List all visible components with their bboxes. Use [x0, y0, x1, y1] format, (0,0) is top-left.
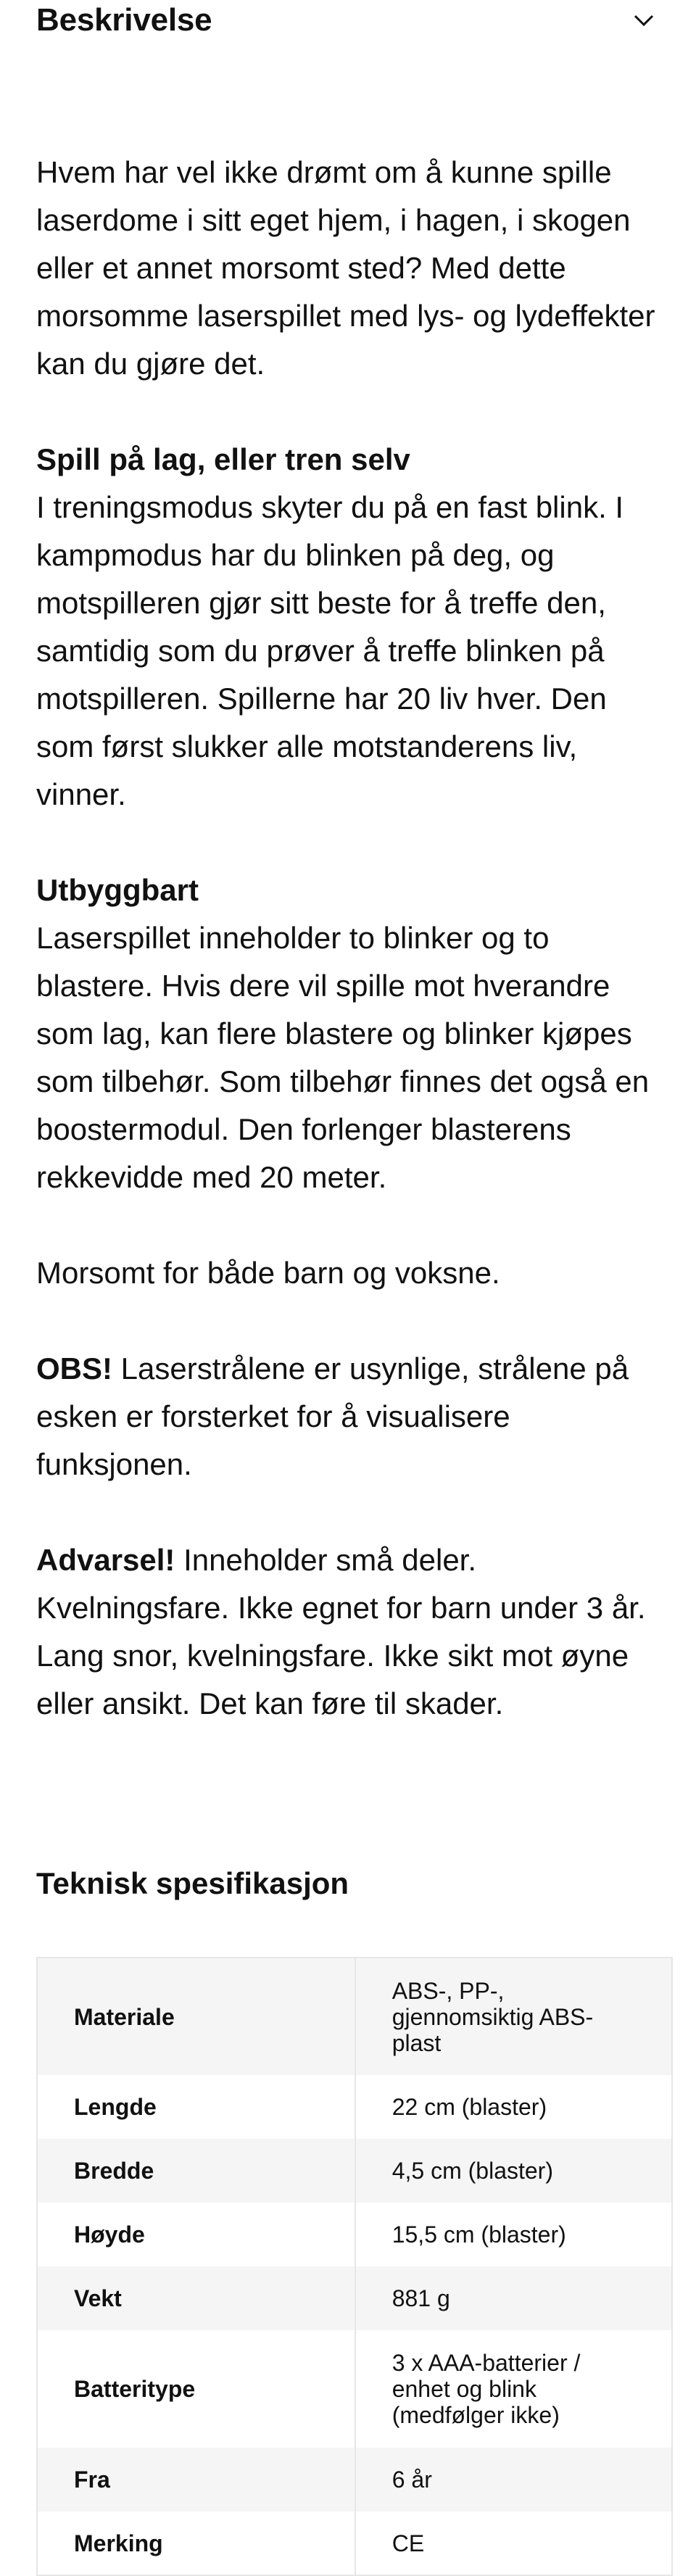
table-row — [37, 1958, 672, 2075]
description-fun-text: Morsomt for både barn og voksne. — [36, 1256, 500, 1290]
spec-key: Vekt — [37, 2266, 355, 2330]
description-intro: Hvem har vel ikke drømt om å kunne spille laserdome i sitt eget hjem, i hagen, i skogen eller et annet morsomt sted? Med dette morsomme laserspillet med lys- og lydeffekter kan du gjøre det. — [36, 155, 655, 381]
table-row — [37, 2448, 672, 2511]
table-row — [37, 2266, 672, 2330]
spec-key: Fra — [37, 2448, 355, 2511]
spec-key: Merking — [37, 2511, 355, 2575]
spec-value: 6 år — [392, 2467, 432, 2493]
spec-value: ABS-, PP-, gjennomsiktig ABS-plast — [392, 1977, 594, 2056]
table-row — [37, 2203, 672, 2266]
description-section-training — [36, 436, 667, 819]
obs-label: OBS! — [36, 1351, 112, 1386]
section-heading: Utbyggbart — [36, 873, 199, 907]
spec-value: CE — [392, 2530, 425, 2556]
chevron-down-icon[interactable] — [631, 7, 657, 33]
spec-key: Materiale — [37, 1958, 355, 2075]
table-row — [37, 2330, 672, 2448]
table-row — [37, 2511, 672, 2575]
warning-text: Inneholder små deler. Kvelningsfare. Ikke egnet for barn under 3 år. Lang snor, kvelningsfare. Ikke sikt mot øyne eller ansikt. Det kan føre til skader. — [36, 1543, 646, 1720]
description-warning — [36, 1536, 667, 1728]
spec-value: 22 cm (blaster) — [392, 2094, 547, 2120]
description-obs — [36, 1345, 667, 1488]
spec-value: 4,5 cm (blaster) — [392, 2158, 553, 2184]
spec-key: Batteritype — [37, 2330, 355, 2448]
description-accordion-header[interactable] — [36, 0, 660, 41]
spec-value: 15,5 cm (blaster) — [392, 2221, 566, 2248]
section-text: Laserspillet inneholder to blinker og to blastere. Hvis dere vil spille mot hverandre som lag, kan flere blastere og blinker kjøpes som tilbehør. Som tilbehør finnes det også en boostermodul. Den forlenger blasterens rekkevidde med 20 meter. — [36, 921, 650, 1194]
section-heading: Spill på lag, eller tren selv — [36, 442, 410, 476]
spec-key: Høyde — [37, 2203, 355, 2266]
spec-key: Lengde — [37, 2075, 355, 2139]
table-row — [37, 2139, 672, 2203]
spec-key: Bredde — [37, 2139, 355, 2203]
spec-table — [36, 1957, 673, 2576]
description-section-expandable — [36, 866, 667, 1201]
warning-label: Advarsel! — [36, 1543, 175, 1577]
description-title: Beskrivelse — [36, 2, 212, 38]
table-row — [37, 2075, 672, 2139]
description-body — [36, 149, 667, 1776]
spec-title: Teknisk spesifikasjon — [36, 1866, 349, 1900]
spec-value: 881 g — [392, 2285, 450, 2311]
obs-text: Laserstrålene er usynlige, strålene på esken er forsterket for å visualisere funksjonen. — [36, 1351, 629, 1481]
section-text: I treningsmodus skyter du på en fast blink. I kampmodus har du blinken på deg, og motspilleren gjør sitt beste for å treffe den, samtidig som du prøver å treffe blinken på motspilleren. Spillerne har 20 liv hver. Den som først slukker alle motstanderens liv, vinner. — [36, 490, 624, 811]
spec-value: 3 x AAA-batterier / enhet og blink (medfølger ikke) — [392, 2350, 581, 2428]
